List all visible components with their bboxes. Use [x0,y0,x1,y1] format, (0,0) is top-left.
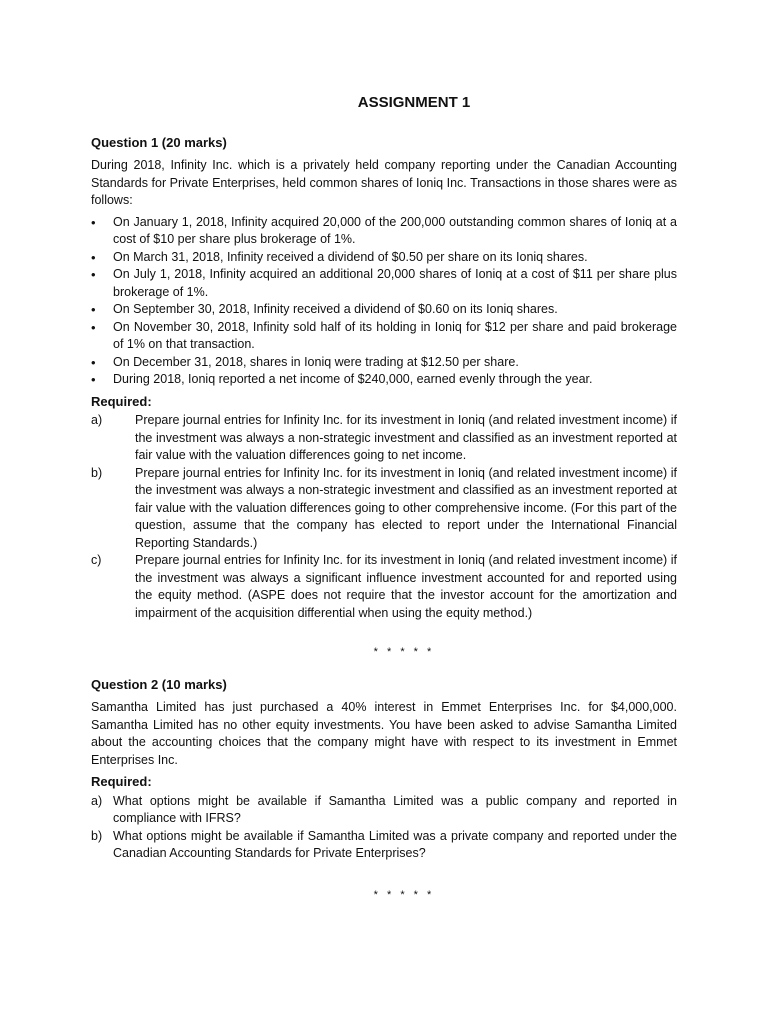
question-2-required-list [91,793,677,863]
question-1-required-heading: Required: [91,393,152,409]
required-item [91,465,677,553]
required-item [91,828,677,863]
transaction-item: • On November 30, 2018, Infinity sold half of its holding in Ioniq for $12 per share and paid brokerage of 1% on that transaction. [91,319,677,354]
question-2-intro: Samantha Limited has just purchased a 40% interest in Emmet Enterprises Inc. for $4,000,000. Samantha Limited has no other equity investments. You have been asked to advise Samantha Limited about the accounting choices that the company might have with respect to its investment in Emmet Enterprises Inc. [91,700,677,767]
required-item-label: a) [91,793,103,808]
question-1-intro: During 2018, Infinity Inc. which is a privately held company reporting under the Canadian Accounting Standards for Private Enterprises, held common shares of Ioniq Inc. Transactions in those shares were as follows: [91,158,677,207]
question-1-transactions [91,214,677,389]
required-item-text: Prepare journal entries for Infinity Inc. for its investment in Ioniq (and related investment income) if the investment was always a significant influence investment accounted for and reported using the equity method. (ASPE does not require that the investor account for the amortization and impairment of the acquisition differential when using the equity method.) [135,553,677,620]
required-item-text: What options might be available if Samantha Limited was a public company and reported in compliance with IFRS? [113,793,677,825]
required-item-label: c) [91,553,102,567]
section-separator: * * * * * [373,888,435,901]
document-page [91,94,677,918]
question-2-heading: Question 2 (10 marks) [91,676,227,692]
required-item-text: Prepare journal entries for Infinity Inc. for its investment in Ioniq (and related investment income) if the investment was always a non-strategic investment and classified as an investment reported at fair value with the valuation differences going to other comprehensive income. (For this part of the question, assume that the company has elected to report under the International Financial Reporting Standards.) [135,465,677,550]
section-separator: * * * * * [373,646,435,658]
transaction-item: • On September 30, 2018, Infinity received a dividend of $0.60 on its Ioniq shares. [91,301,677,319]
transaction-item: • During 2018, Ioniq reported a net income of $240,000, earned evenly through the year. [91,371,677,389]
assignment-title: ASSIGNMENT 1 [357,94,471,111]
required-item-text: What options might be available if Samantha Limited was a private company and reported under the Canadian Accounting Standards for Private Enterprises? [113,828,677,860]
transaction-item: • On January 1, 2018, Infinity acquired 20,000 of the 200,000 outstanding common shares of Ioniq at a cost of $10 per share plus brokerage of 1%. [91,214,677,249]
required-item [91,793,677,828]
transaction-item: • On July 1, 2018, Infinity acquired an additional 20,000 shares of Ioniq at a cost of $11 per share plus brokerage of 1%. [91,266,677,301]
required-item-label: b) [91,828,103,843]
question-2-required-heading: Required: [91,774,152,789]
required-item-label: b) [91,465,103,480]
question-1-heading: Question 1 (20 marks) [91,134,227,150]
required-item-text: Prepare journal entries for Infinity Inc. for its investment in Ioniq (and related investment income) if the investment was always a non-strategic investment and classified as an investment reported at fair value with the valuation differences going to net income. [135,413,677,462]
question-1-required-list [91,412,677,622]
required-item-label: a) [91,413,103,427]
required-item [91,552,677,622]
required-item [91,412,677,465]
transaction-item: • On March 31, 2018, Infinity received a dividend of $0.50 per share on its Ioniq shares. [91,249,677,267]
transaction-item: • On December 31, 2018, shares in Ioniq were trading at $12.50 per share. [91,354,677,372]
